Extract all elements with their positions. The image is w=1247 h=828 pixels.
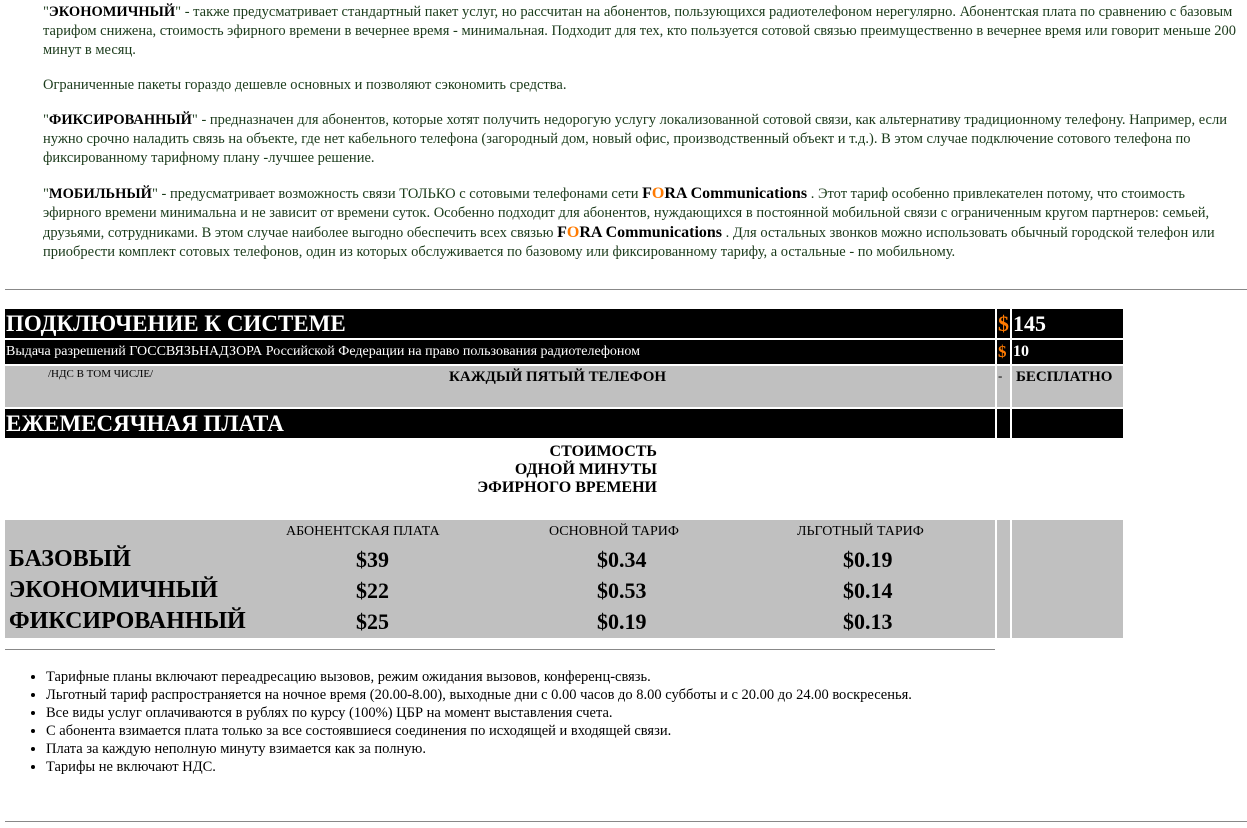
promo-dash: -: [998, 368, 1003, 383]
cost-caption-line3: ЭФИРНОГО ВРЕМЕНИ: [477, 479, 657, 496]
paragraph-limited: Ограниченные пакеты гораздо дешевле основных и позволяют сэкономить средства.: [43, 77, 567, 93]
plan-base-rate: $0.53: [597, 578, 647, 603]
plan-fee: $22: [356, 578, 389, 603]
cost-caption-line1: СТОИМОСТЬ: [549, 443, 657, 460]
plan-fee: $39: [356, 547, 389, 572]
column-separator: [1010, 409, 1012, 438]
note-item: • Плата за каждую неполную минуту взимается как за полную.: [46, 740, 960, 758]
column-separator: [995, 309, 997, 338]
column-separator: [995, 366, 997, 407]
note-item: • Тарифы не включают НДС.: [46, 758, 960, 776]
note-item: • С абонента взимается плата только за все состоявшиеся соединения по исходящей и входящей связи.: [46, 722, 960, 740]
plan-discount-rate: $0.19: [843, 547, 893, 572]
connection-title-row: [5, 309, 1123, 338]
connection-price: 145: [1013, 311, 1046, 336]
paragraph-mobile-text-a: - предусматривает возможность связи ТОЛЬКО с сотовыми телефонами сети: [157, 186, 643, 202]
brand-letter-f: F: [557, 224, 567, 241]
intro-text: [0, 0, 1247, 262]
note-item: • Все виды услуг оплачиваются в рублях по курсу (100%) ЦБР на момент выставления счета.: [46, 704, 960, 722]
column-separator: [995, 409, 997, 438]
column-separator: [1010, 366, 1012, 407]
divider-middle: [5, 649, 995, 650]
paragraph-fixed-text: - предназначен для абонентов, которые хотят получить недорогую услугу локализованной сотовой связи, как альтернативу традиционному телефону. Например, если нужно срочно наладить связь на объекте, где нет кабельного телефона (загородный дом, новый офис, производственный объект и т.д.). В этом случае подключение сотового телефона по фиксированному тарифному плану -лучшее решение.: [43, 112, 1227, 166]
plan-name: БАЗОВЫЙ: [9, 546, 131, 572]
quote-mark: ": [43, 4, 49, 20]
paragraph-economy-text: - также предусматривает стандартный пакет услуг, но рассчитан на абонентов, пользующихся радиотелефоном нерегулярно. Абонентская плата по сравнению с базовым тарифом снижена, стоимость эфирного времени в вечернее время - минимальная. Подходит для тех, кто пользуется сотовой связью преимущественно в вечернее время или говорит меньше 200 минут в месяц.: [43, 4, 1237, 58]
plan-discount-rate: $0.14: [843, 578, 893, 603]
permit-text: Выдача разрешений ГОССВЯЗЬНАДЗОРА Российской Федерации на право пользования радиотелефоном: [6, 344, 641, 359]
paragraph-mobile: [43, 184, 1239, 262]
rates-table: [5, 520, 1123, 638]
quote-mark: ": [151, 186, 158, 202]
column-separator: [1010, 309, 1012, 338]
monthly-title: ЕЖЕМЕСЯЧНАЯ ПЛАТА: [6, 411, 284, 436]
quote-mark: ": [43, 112, 49, 128]
plan-name: ФИКСИРОВАННЫЙ: [9, 608, 246, 634]
paragraph-mobile-text-b: . Этот тариф особенно привлекателен потому, что стоимость эфирного времени минимальна и не зависит от времени суток. Особенно подходит для абонентов, нуждающихся в постоянной мобильной связи с ограниченным кругом партнеров: семьей, друзьями, сотрудниками. В этом случае наиболее выгодно обеспечить всех связью: [43, 186, 1210, 241]
plan-base-rate: $0.34: [597, 547, 647, 572]
brand-rest: RA Communications: [664, 185, 808, 202]
rate-row: [5, 606, 995, 637]
connection-title: ПОДКЛЮЧЕНИЕ К СИСТЕМЕ: [6, 311, 346, 336]
plan-discount-rate: $0.13: [843, 609, 893, 634]
header-subscription-fee: АБОНЕНТСКАЯ ПЛАТА: [286, 524, 440, 539]
quote-mark: ": [191, 112, 198, 128]
term-mobile: МОБИЛЬНЫЙ: [48, 186, 152, 202]
brand-letter-f: F: [642, 185, 652, 202]
brand-letter-o: O: [651, 185, 665, 202]
connection-currency: $: [998, 311, 1009, 336]
note-item: • Льготный тариф распространяется на ночное время (20.00-8.00), выходные дни с 0.00 часов до 8.00 субботы и с 20.00 до 24.00 воскресенья.: [46, 686, 960, 704]
paragraph-mobile-text-c: . Для остальных звонков можно использовать обычный городской телефон или приобрести комплект сотовых телефонов, один из которых обслуживается по базовому или фиксированному тарифу, а остальные - по мобильному.: [43, 225, 1215, 260]
permit-price: 10: [1013, 343, 1029, 360]
plan-name: ЭКОНОМИЧНЫЙ: [9, 577, 218, 603]
plan-base-rate: $0.19: [597, 609, 647, 634]
rate-row: [5, 544, 995, 575]
brand-name: [642, 185, 807, 202]
cost-caption-line2: ОДНОЙ МИНУТЫ: [514, 461, 657, 478]
permit-row: [5, 340, 1123, 364]
promo-text: КАЖДЫЙ ПЯТЫЙ ТЕЛЕФОН: [449, 369, 667, 385]
term-economy: ЭКОНОМИЧНЫЙ: [48, 4, 176, 20]
column-separator: [1010, 340, 1012, 364]
brand-letter-o: O: [566, 224, 580, 241]
brand-name: [557, 224, 722, 241]
promo-row: [5, 366, 1123, 407]
permit-currency: $: [998, 342, 1007, 361]
notes-list: [0, 668, 960, 776]
header-base-rate: ОСНОВНОЙ ТАРИФ: [549, 524, 679, 539]
note-item: • Тарифные планы включают переадресацию вызовов, режим ожидания вызовов, конференц-связь.: [46, 668, 960, 686]
vat-note: /НДС В ТОМ ЧИСЛЕ/: [48, 368, 154, 380]
column-separator: [995, 340, 997, 364]
brand-rest: RA Communications: [579, 224, 723, 241]
notes-section: [0, 668, 960, 776]
column-separator: [995, 520, 997, 638]
header-discount-rate: ЛЬГОТНЫЙ ТАРИФ: [797, 524, 924, 539]
quote-mark: ": [175, 4, 182, 20]
divider-bottom: [5, 821, 1247, 822]
promo-value: БЕСПЛАТНО: [1016, 369, 1113, 385]
quote-mark: ": [43, 186, 49, 202]
rate-row: [5, 575, 995, 606]
term-fixed: ФИКСИРОВАННЫЙ: [48, 112, 192, 128]
paragraph-fixed: [43, 111, 1239, 168]
plan-fee: $25: [356, 609, 389, 634]
cost-caption: [300, 443, 657, 497]
column-separator: [1010, 520, 1012, 638]
paragraph-economy: [43, 3, 1239, 60]
monthly-title-row: [5, 409, 1123, 438]
divider-top: [5, 289, 1247, 290]
